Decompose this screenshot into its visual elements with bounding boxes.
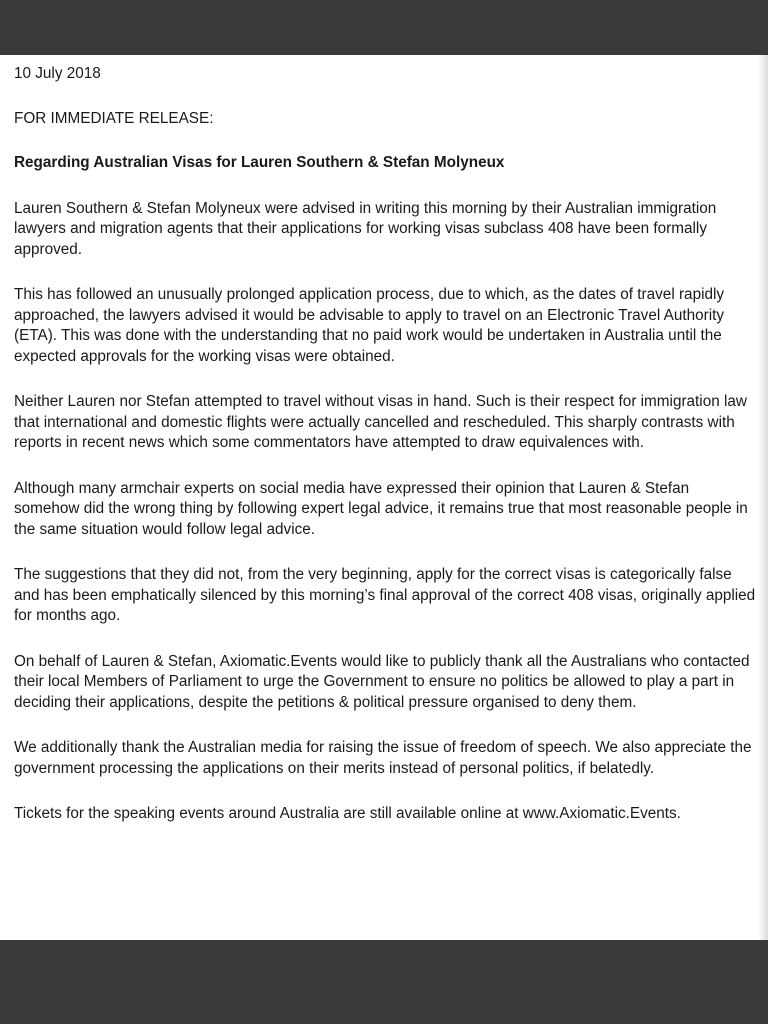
paragraph-travel: Neither Lauren nor Stefan attempted to travel without visas in hand. Such is their respect for immigration law that international and domestic flights were actually cancelled and rescheduled. This sharply contrasts with reports in recent news which some commentators have attempted to draw equivalences with. <box>14 393 747 451</box>
release-date: 10 July 2018 <box>14 65 101 82</box>
paragraph-thanks-media: We additionally thank the Australian media for raising the issue of freedom of speech. We also appreciate the government processing the applications on their merits instead of personal politics, if belatedly. <box>14 739 752 777</box>
paragraph-correct-visas: The suggestions that they did not, from the very beginning, apply for the correct visas is categorically false and has been emphatically silenced by this morning’s final approval of the correct 408 visas, originally applied for months ago. <box>14 566 756 624</box>
release-label: FOR IMMEDIATE RELEASE: <box>14 109 214 127</box>
bottom-dark-bar <box>0 940 768 1024</box>
top-dark-bar <box>0 0 768 55</box>
paragraph-legal-advice: Although many armchair experts on social media have expressed their opinion that Lauren & Stefan somehow did the wrong thing by following expert legal advice, it remains true that most reasonable people in the same situation would follow legal advice. <box>14 479 748 538</box>
paragraph-thanks-australians: On behalf of Lauren & Stefan, Axiomatic.Events would like to publicly thank all the Australians who contacted their local Members of Parliament to urge the Government to ensure no politics be allowed to play a part in deciding their applications, despite the petitions & political pressure organised to deny them. <box>14 652 750 711</box>
page-edge-shadow <box>758 55 768 940</box>
press-release-document <box>0 55 768 940</box>
paragraph-tickets: Tickets for the speaking events around Australia are still available online at www.Axiomatic.Events. <box>14 805 681 822</box>
paragraph-approval: Lauren Southern & Stefan Molyneux were advised in writing this morning by their Australian immigration lawyers and migration agents that their applications for working visas subclass 408 have been formally approved. <box>14 199 717 258</box>
paragraph-process: This has followed an unusually prolonged application process, due to which, as the dates of travel rapidly approached, the lawyers advised it would be advisable to apply to travel on an Electronic Travel Authority (ETA). This was done with the understanding that no paid work would be undertaken in Australia until the expected approvals for the working visas were obtained. <box>14 286 725 365</box>
document-heading: Regarding Australian Visas for Lauren Southern & Stefan Molyneux <box>14 154 505 171</box>
